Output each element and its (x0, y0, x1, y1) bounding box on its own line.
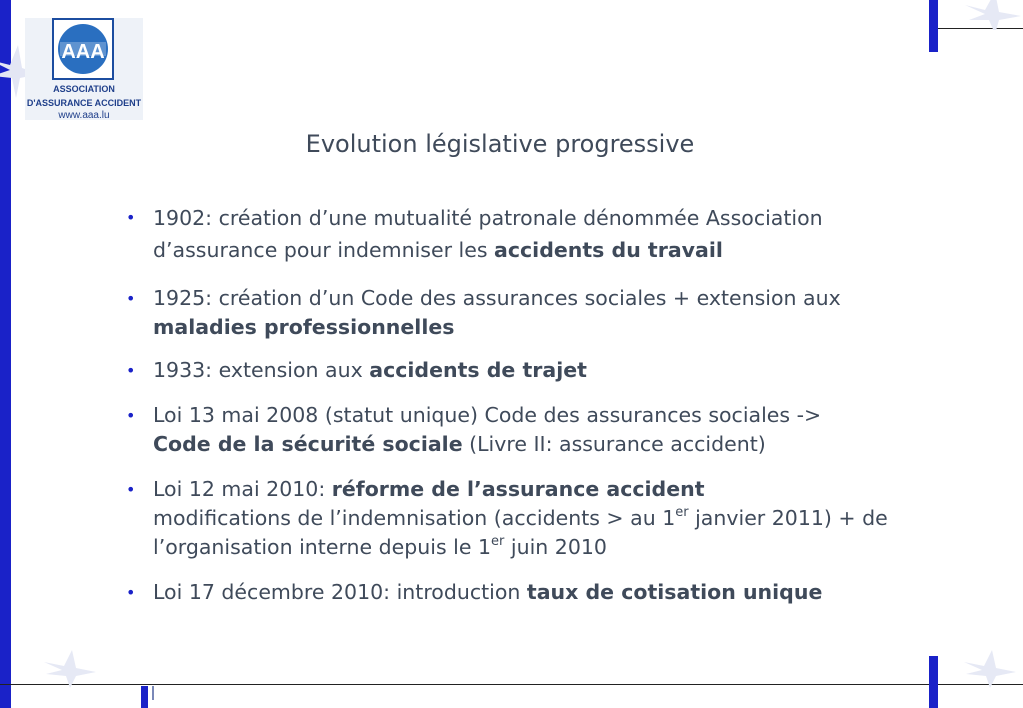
bullet-icon: • (126, 361, 136, 380)
logo-emblem (52, 18, 114, 80)
logo-globe-icon (54, 20, 112, 78)
bullet-item: • 1925: création d’un Code des assurances sociales + extension aux maladies professionnelles (126, 286, 841, 339)
bullet-icon: • (126, 406, 136, 425)
bullet-list (122, 202, 942, 607)
star-icon (955, 0, 1023, 30)
slide-title: Evolution législative progressive (305, 130, 695, 158)
star-icon (40, 648, 100, 688)
bullet-icon: • (126, 480, 136, 499)
bullet-item: • 1902: création d’une mutualité patronale dénommée Association d’assurance pour indemniser les accidents du travail (122, 202, 942, 266)
logo-line-1: ASSOCIATION (53, 84, 115, 94)
bottom-left-accent-bar (141, 686, 148, 708)
logo-line-2: D'ASSURANCE ACCIDENT (26, 98, 142, 108)
bottom-rule (0, 684, 1023, 685)
logo-url: www.aaa.lu (58, 110, 110, 121)
bullet-item: • Loi 13 mai 2008 (statut unique) Code des assurances sociales -> Code de la sécurité sociale (Livre II: assurance accident) (126, 403, 822, 456)
association-logo (25, 18, 143, 120)
bottom-left-thin-bar (152, 686, 154, 700)
bullet-icon: • (126, 208, 136, 227)
bullet-item: • 1933: extension aux accidents de trajet (122, 356, 942, 385)
svg-text:AAA: AAA (61, 41, 105, 63)
bullet-icon: • (126, 289, 136, 308)
star-icon (960, 648, 1020, 688)
top-right-accent-bar (929, 0, 938, 52)
bullet-item: • Loi 17 décembre 2010: introduction taux de cotisation unique (122, 578, 942, 607)
bottom-right-accent-bar (929, 656, 938, 708)
bullet-icon: • (126, 583, 136, 602)
bullet-item: • Loi 12 mai 2010: réforme de l’assurance accident modifications de l’indemnisation (accidents > au 1er janvier 2011) + de l’organisation interne depuis le 1er juin 2010 (126, 477, 888, 559)
left-accent-bar (0, 0, 11, 708)
